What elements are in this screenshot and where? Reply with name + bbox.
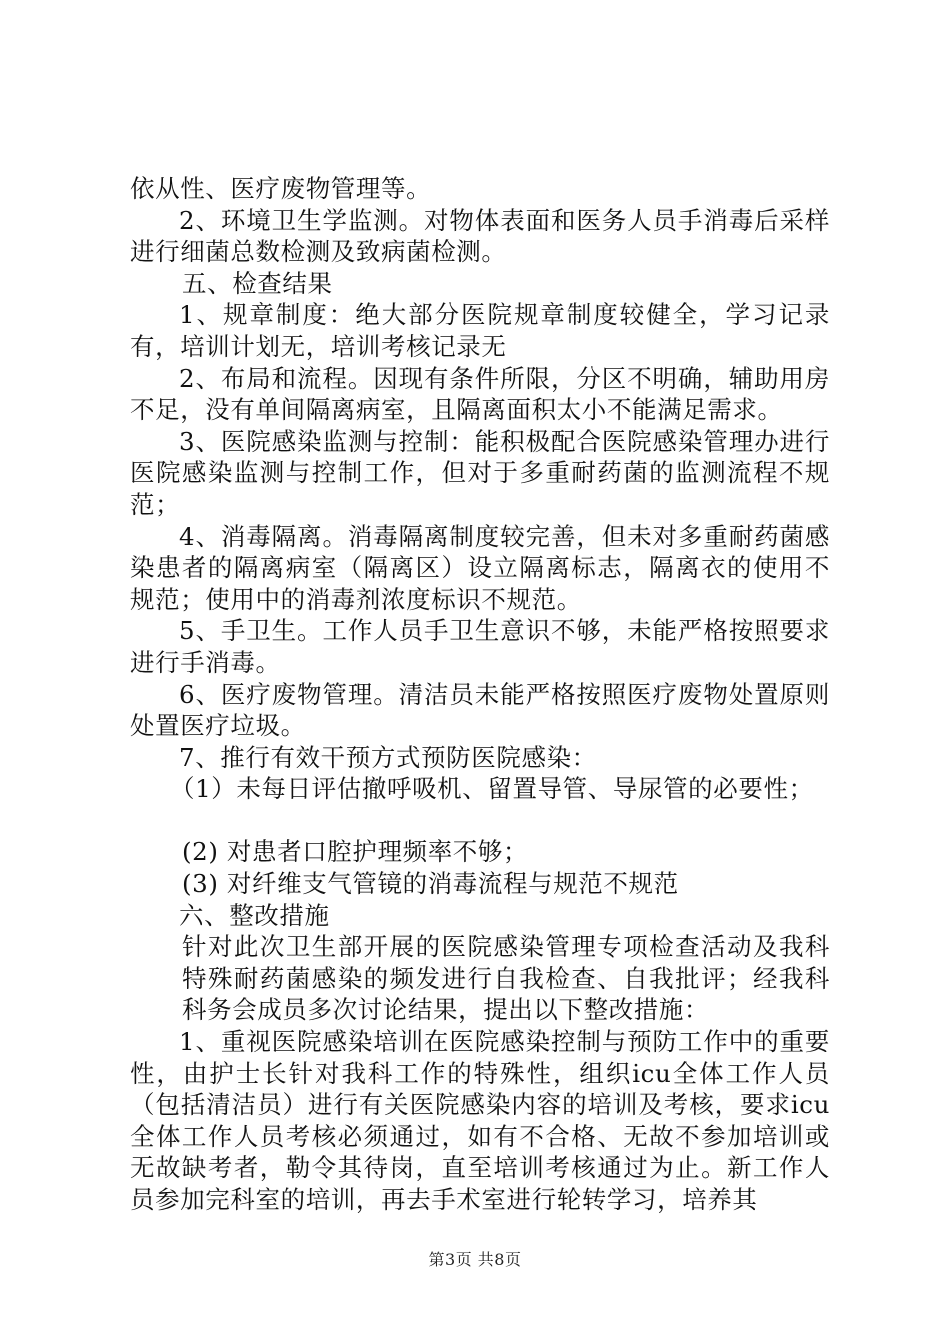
document-body	[130, 173, 830, 1216]
paragraph: 3、医院感染监测与控制：能积极配合医院感染管理办进行医院感染监测与控制工作，但对于多重耐药菌的监测流程不规范；	[130, 426, 830, 519]
paragraph: 7、推行有效干预方式预防医院感染：	[179, 742, 597, 772]
blank-line	[130, 805, 830, 837]
paragraph: 依从性、医疗废物管理等。	[130, 174, 432, 203]
paragraph: 6、医疗废物管理。清洁员未能严格按照医疗废物处置原则处置医疗垃圾。	[130, 679, 830, 741]
sub-item: （1）未每日评估撤呼吸机、留置导管、导尿管的必要性；	[170, 774, 814, 804]
paragraph: 2、环境卫生学监测。对物体表面和医务人员手消毒后采样进行细菌总数检测及致病菌检测。	[130, 205, 830, 267]
sub-item: (2) 对患者口腔护理频率不够；	[182, 837, 529, 867]
paragraph: 2、布局和流程。因现有条件所限，分区不明确，辅助用房不足，没有单间隔离病室，且隔离面积太小不能满足需求。	[130, 363, 830, 425]
sub-item: (3) 对纤维支气管镜的消毒流程与规范不规范	[182, 869, 679, 899]
paragraph: 4、消毒隔离。消毒隔离制度较完善，但未对多重耐药菌感染患者的隔离病室（隔离区）设立隔离标志，隔离衣的使用不规范；使用中的消毒剂浓度标识不规范。	[130, 521, 830, 614]
paragraph: 5、手卫生。工作人员手卫生意识不够，未能严格按照要求进行手消毒。	[130, 616, 830, 677]
paragraph: 针对此次卫生部开展的医院感染管理专项检查活动及我科特殊耐药菌感染的频发进行自我检查、自我批评；经我科科务会成员多次讨论结果，提出以下整改措施：	[182, 932, 830, 1025]
section-heading: 六、整改措施	[179, 900, 330, 930]
page-footer: 第3页 共8页	[428, 1250, 522, 1269]
section-heading: 五、检查结果	[182, 268, 333, 298]
paragraph: 1、重视医院感染培训在医院感染控制与预防工作中的重要性，由护士长针对我科工作的特殊性，组织icu全体工作人员（包括清洁员）进行有关医院感染内容的培训及考核，要求icu全体工作人员考核必须通过，如有不合格、无故不参加培训或无故缺考者，勒令其待岗，直至培训考核通过为止。新工作人员参加完科室的培训，再去手术室进行轮转学习，培养其	[130, 1027, 830, 1214]
paragraph: 1、规章制度：绝大部分医院规章制度较健全，学习记录有，培训计划无，培训考核记录无	[130, 300, 830, 361]
